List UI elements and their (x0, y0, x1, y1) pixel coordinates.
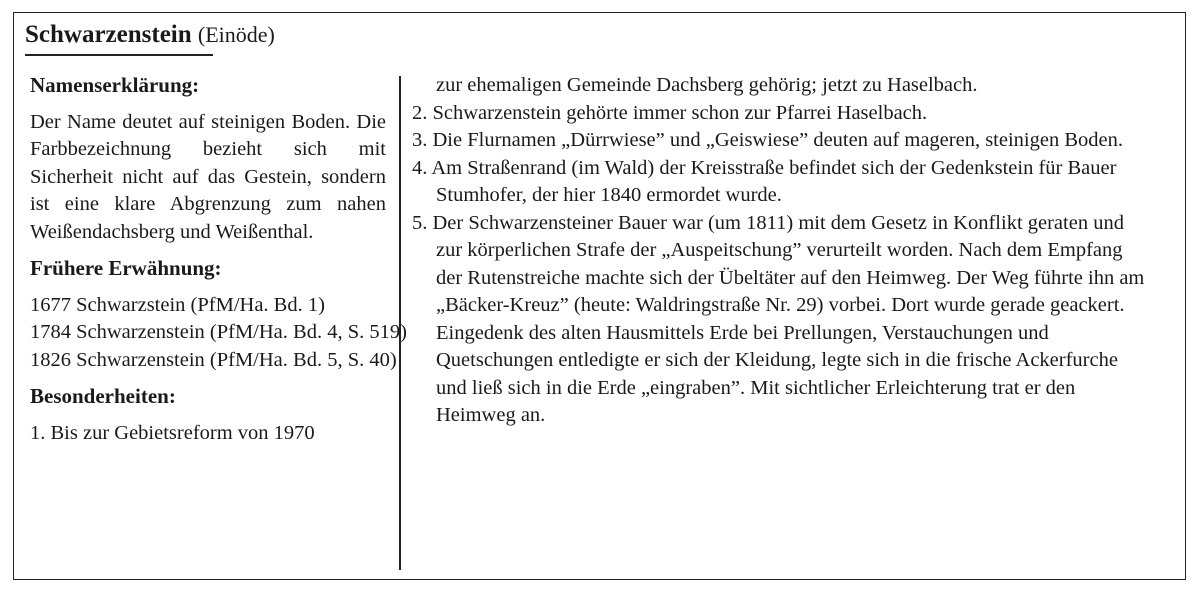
right-column (412, 72, 1172, 430)
entry-title-name: Schwarzenstein (25, 21, 192, 48)
title-underline (25, 54, 213, 56)
besonderheit-item-5: 5. Der Schwarzensteiner Bauer war (um 1811) mit dem Gesetz in Konflikt geraten und zur körperlichen Strafe der „Auspeitschung” verurteilt worden. Nach dem Empfang der Rutenstreiche machte sich der Übeltäter auf den Heimweg. Der Weg führte ihn am „Bäcker-Kreuz” (heute: Waldringstraße Nr. 29) vorbei. Dort wurde gerade geackert. Eingedenk des alten Hausmittels Erde bei Prellungen, Verstauchungen und Quetschungen entledigte er sich der Kleidung, legte sich in die frische Ackerfurche und ließ sich in die Erde „eingraben”. Mit sichtlicher Erleichterung trat er den Heimweg an. (412, 211, 1145, 426)
entry-title-type: (Einöde) (197, 22, 275, 47)
namenserklaerung-heading: Namenserklärung: (30, 73, 200, 97)
mention-list (30, 292, 407, 375)
besonderheit-item-2: 2. Schwarzenstein gehörte immer schon zur Pfarrei Haselbach. (412, 101, 928, 124)
besonderheit-item-3: 3. Die Flurnamen „Dürrwiese” und „Geiswiese” deuten auf mageren, steinigen Boden. (412, 129, 1123, 151)
namenserklaerung-text: Der Name deutet auf steinigen Boden. Die Farbbezeichnung bezieht sich mit Sicherheit nicht auf das Gestein, sondern ist eine klare Abgrenzung zum nahen Weißendachsberg und Weißenthal. (30, 110, 386, 243)
mention-item: 1826 Schwarzenstein (PfM/Ha. Bd. 5, S. 40) (30, 348, 397, 371)
mention-item: 1784 Schwarzenstein (PfM/Ha. Bd. 4, S. 519) (30, 321, 407, 343)
besonderheit-item-1-start: 1. Bis zur Gebietsreform von 1970 (30, 421, 315, 444)
left-column (30, 72, 407, 447)
besonderheit-item-4: 4. Am Straßenrand (im Wald) der Kreisstraße befindet sich der Gedenkstein für Bauer Stumhofer, der hier 1840 ermordet wurde. (412, 156, 1117, 206)
besonderheiten-heading: Besonderheiten: (30, 384, 176, 408)
fruehere-erwaehnung-heading: Frühere Erwähnung: (30, 256, 222, 280)
entry-title (25, 20, 275, 50)
besonderheit-item-1-continuation: zur ehemaligen Gemeinde Dachsberg gehörig; jetzt zu Haselbach. (436, 74, 978, 96)
mention-item: 1677 Schwarzstein (PfM/Ha. Bd. 1) (30, 293, 325, 316)
